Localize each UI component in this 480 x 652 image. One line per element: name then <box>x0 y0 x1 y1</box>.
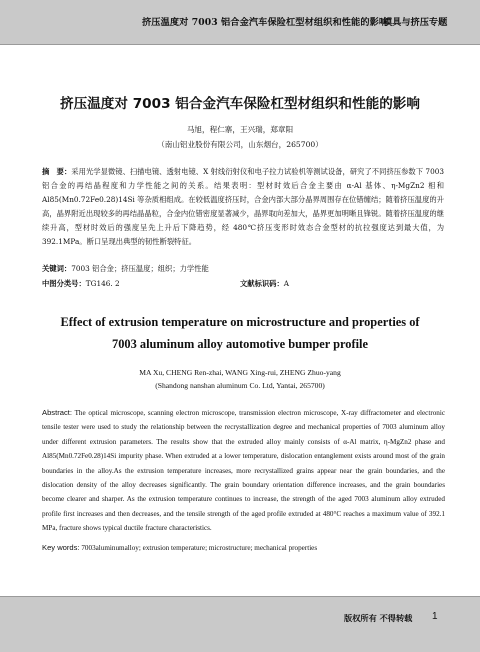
chinese-abstract <box>42 165 444 249</box>
chinese-abstract-label: 摘 要： <box>42 167 72 176</box>
classification-label: 中图分类号： <box>42 279 86 288</box>
english-authors: MA Xu, CHENG Ren-zhai, WANG Xing-rui, ZHENG Zhuo-yang <box>139 368 341 377</box>
document-code-label: 文献标识码： <box>240 279 284 288</box>
english-title: Effect of extrusion temperature on microstructure and properties of 7003 aluminum alloy automotive bumper profile <box>60 315 420 351</box>
english-abstract-text: The optical microscope, scanning electron microscope, transmission electron microscope, X-ray diffractometer and electronic tensile tester were used to study the relationship between the recrystallization degree and mechanical properties of 7003 aluminum alloy under different extrusion parameters. The results show that the extruded alloy mainly consists of α-Al matrix, η-MgZn2 phase and Al85(Mn0.72Fe0.28)14Si impurity phase. When extruded at a lower temperature, dislocation entanglement exists around most of the grain boundaries in the alloy.As the extrusion temperature increases, more recrystallized grains appear near the grain boundaries, and the dislocation density of the alloy decreases significantly. The grain boundary orientation difference increases, and the grain boundaries become clearer and sharper. As the extrusion temperature continues to increase, the strength of the aged 7003 aluminum alloy extruded profile first increases and then decreases, and the tensile strength of the aged profile extruded at 480°C reaches a maximum value of 392.1 MPa, fracture shows typical ductile fracture characteristics. <box>42 409 446 533</box>
english-abstract-label: Abstract: <box>42 408 72 417</box>
page-number: 1 <box>432 611 438 622</box>
chinese-keywords-label: 关键词： <box>42 264 72 273</box>
page-footer <box>0 596 480 652</box>
chinese-authors: 马旭，程仁寨，王兴瑞，郑章阳 <box>186 125 294 134</box>
chinese-title: 挤压温度对 7003 铝合金汽车保险杠型材组织和性能的影响 <box>60 96 420 112</box>
document-code <box>240 279 289 289</box>
english-keywords-text: 7003aluminumalloy; extrusion temperature; microstructure; mechanical properties <box>81 544 318 552</box>
document-code-value: A <box>283 279 290 288</box>
chinese-keywords <box>42 264 209 274</box>
english-abstract <box>42 406 445 536</box>
chinese-affiliation: （南山铝业股份有限公司，山东烟台，265700） <box>157 140 323 149</box>
running-header-column: 模具与挤压专题 <box>383 17 448 28</box>
chinese-abstract-text: 采用光学显微镜、扫描电镜、透射电镜、X 射线衍射仪和电子拉力试验机等测试设备，研究了不同挤压参数下 7003 铝合金的再结晶程度和力学性能之间的关系。结果表明：型材时效后合金主要由 α-Al 基体、η-MgZn2 相和 Al85(Mn0.72Fe0.28)14Si 等杂质相组成。在较低温度挤压时，合金内部大部分晶界周围存在位错缠结；随着挤压温度的升高，晶界附近出现较多的再结晶晶粒，合金内位错密度显著减少，晶界取向差加大，晶界更加明晰且锋锐。随着挤压温度的继续升高，型材时效后的强度呈先上升后下降趋势，经 480℃挤压变形时效态合金型材的抗拉强度达到最大值，为 392.1MPa。断口呈现出典型的韧性断裂特征。 <box>42 167 444 246</box>
english-keywords-label: Key words: <box>42 543 80 552</box>
english-keywords <box>42 543 317 552</box>
english-affiliation: (Shandong nanshan aluminum Co. Ltd, Yantai, 265700) <box>155 381 325 390</box>
classification-value: TG146. 2 <box>85 279 120 288</box>
running-header <box>0 0 480 45</box>
classification-number <box>42 279 120 289</box>
copyright-notice: 版权所有 不得转载 <box>344 613 413 623</box>
running-header-title: 挤压温度对 7003 铝合金汽车保险杠型材组织和性能的影响 <box>142 17 389 28</box>
chinese-keywords-text: 7003 铝合金；挤压温度；组织；力学性能 <box>71 264 209 273</box>
